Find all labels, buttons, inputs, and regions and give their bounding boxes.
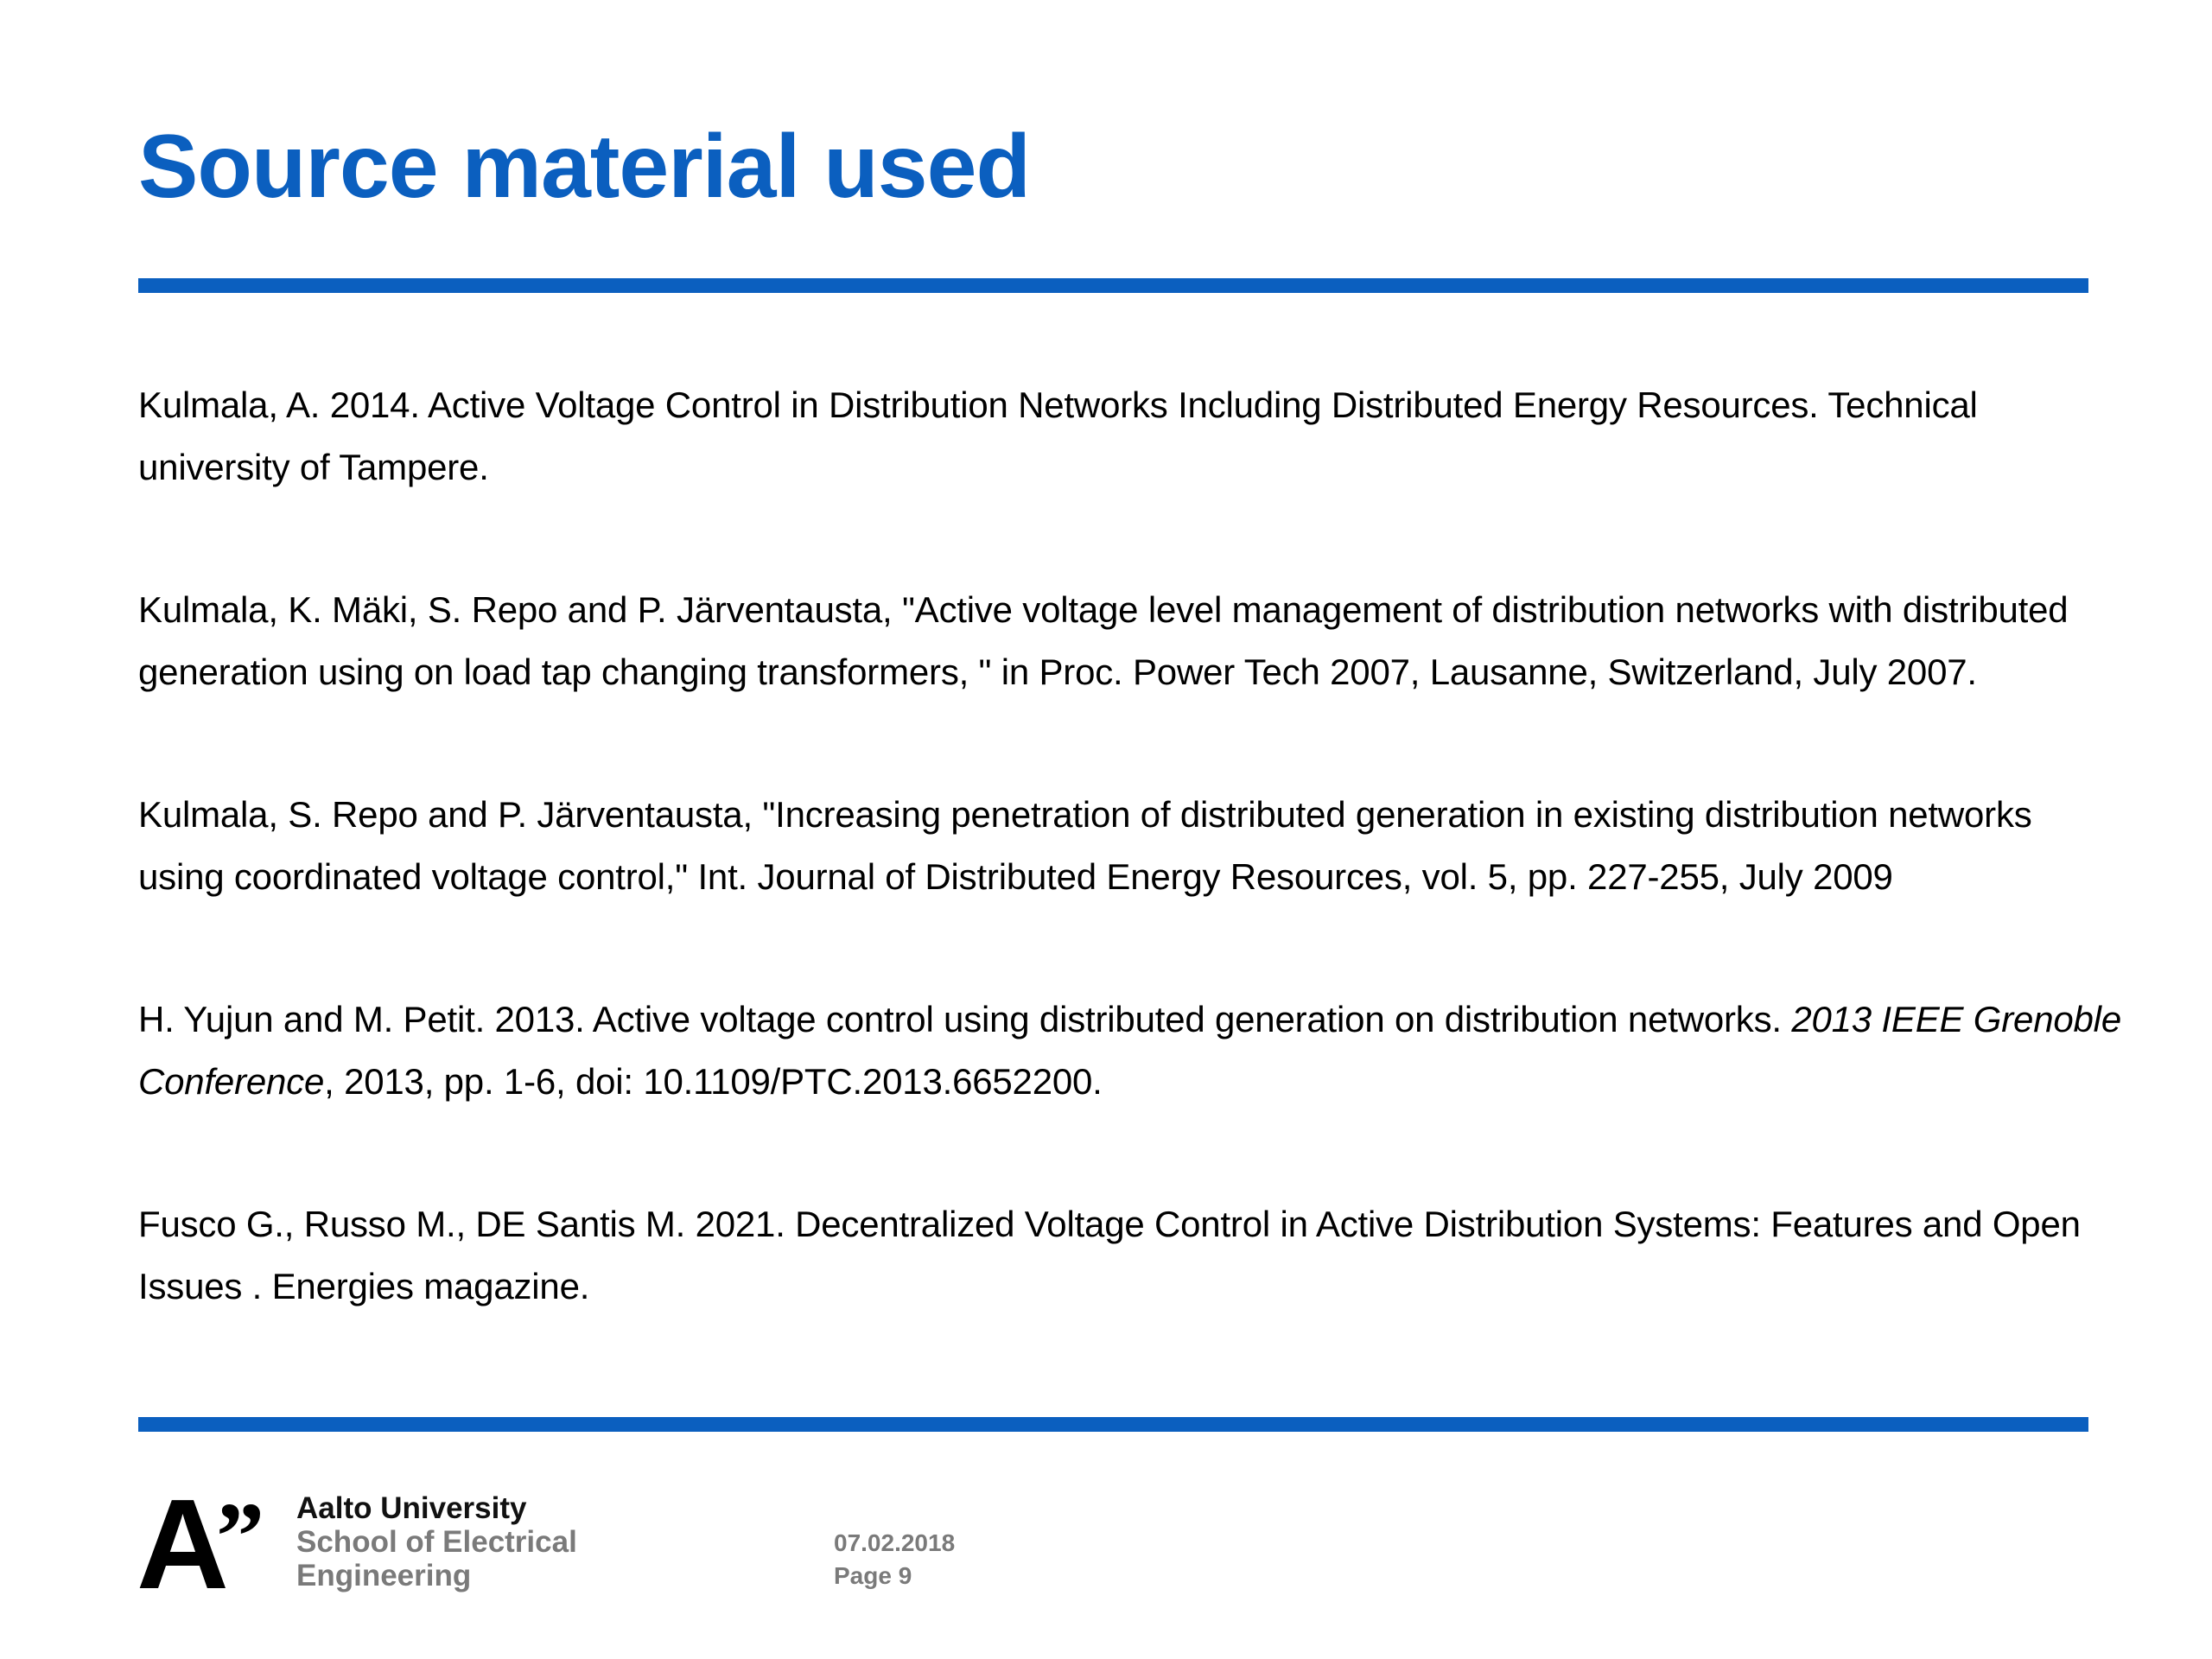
reference-text: H. Yujun and M. Petit. 2013. Active voltage control using distributed generation on distribution networks. [138, 999, 1792, 1039]
slide-date: 07.02.2018 [834, 1529, 956, 1556]
reference-text: , 2013, pp. 1-6, doi: 10.1109/PTC.2013.6652200. [324, 1061, 1103, 1102]
page-number: Page 9 [834, 1562, 912, 1589]
reference-item [138, 988, 2126, 1113]
reference-venue: 2013 IEEE Grenoble Conference [138, 999, 2121, 1102]
top-divider [138, 278, 2088, 293]
school-name-line-1: School of Electrical [296, 1525, 577, 1559]
reference-item: Kulmala, K. Mäki, S. Repo and P. Järventausta, "Active voltage level management of distribution networks with distributed generation using on load tap changing transformers, " in Proc. Power Tech 2007, Lausanne, Switzerland, July 2007. [138, 589, 2069, 692]
institution-name [296, 1491, 577, 1592]
reference-item: Kulmala, A. 2014. Active Voltage Control in Distribution Networks Including Distributed Energy Resources. Technical university of Tampere. [138, 385, 1978, 487]
school-name-line-2: Engineering [296, 1559, 472, 1592]
university-name: Aalto University [296, 1491, 527, 1525]
reference-item: Kulmala, S. Repo and P. Järventausta, "Increasing penetration of distributed generation in existing distribution networks using coordinated voltage control," Int. Journal of Distributed Energy Resources, vol. 5, pp. 227-255, July 2009 [138, 794, 2032, 897]
reference-item: Fusco G., Russo M., DE Santis M. 2021. Decentralized Voltage Control in Active Distribution Systems: Features and Open Issues . Energies magazine. [138, 1204, 2081, 1306]
aalto-logo-quote: ” [216, 1495, 264, 1590]
aalto-logo [137, 1495, 266, 1590]
slide-meta [834, 1527, 955, 1592]
bottom-divider [138, 1417, 2088, 1432]
reference-list [138, 374, 2126, 1318]
aalto-logo-letter: A [137, 1495, 229, 1590]
slide-title: Source material used [138, 117, 1030, 217]
